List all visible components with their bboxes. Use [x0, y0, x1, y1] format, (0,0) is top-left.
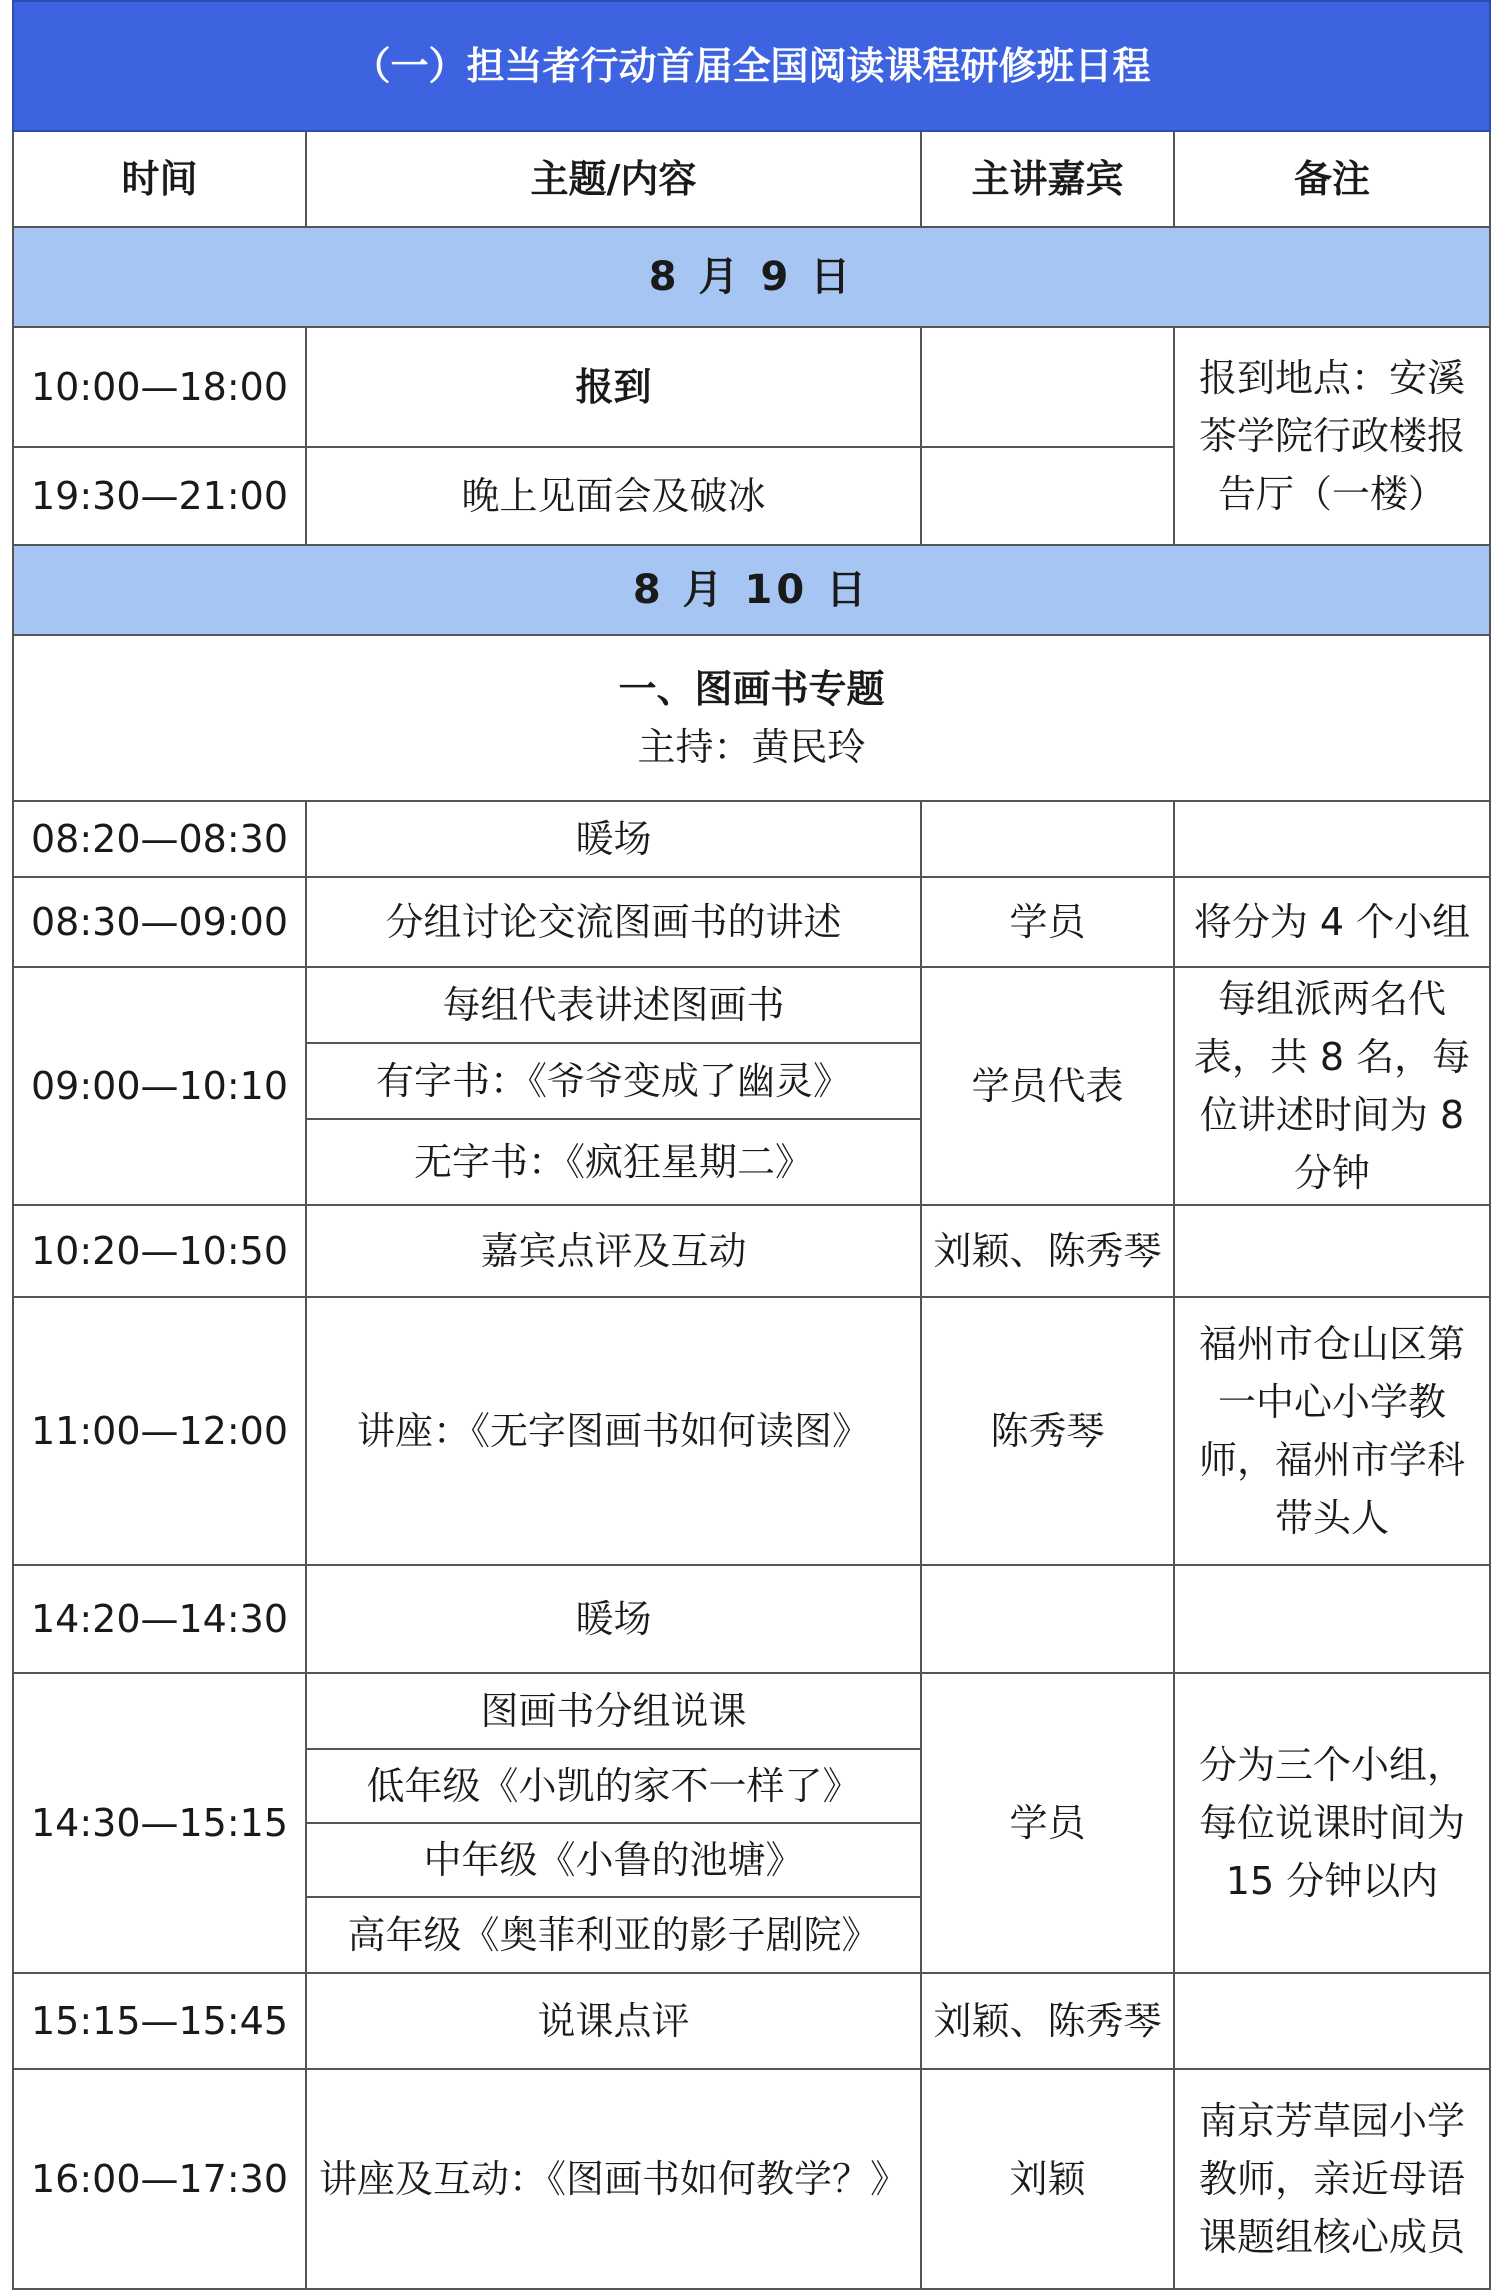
- row-note: 将分为 4 个小组: [1174, 877, 1490, 967]
- table-row: [13, 801, 1490, 877]
- row-speaker: 刘颖、陈秀琴: [921, 1205, 1174, 1297]
- row-time: 16:00—17:30: [13, 2069, 306, 2289]
- row-note: [1174, 1205, 1490, 1297]
- section-title: 一、图画书专题: [618, 667, 885, 711]
- row-time: 09:00—10:10: [13, 967, 306, 1205]
- header-time: 时间: [13, 131, 306, 227]
- row-speaker: 陈秀琴: [921, 1297, 1174, 1565]
- row-topic: 有字书：《爷爷变成了幽灵》: [306, 1043, 921, 1119]
- row-speaker: 刘颖: [921, 2069, 1174, 2289]
- row-topic: 高年级《奥菲利亚的影子剧院》: [306, 1897, 921, 1973]
- table-row: [13, 1565, 1490, 1673]
- day-date: 8 月 9 日: [13, 227, 1490, 327]
- row-note: 分为三个小组，每位说课时间为 15 分钟以内: [1174, 1673, 1490, 1973]
- day-row-2: [13, 545, 1490, 635]
- section-host: 主持：黄民玲: [637, 725, 866, 769]
- row-topic: 嘉宾点评及互动: [306, 1205, 921, 1297]
- row-topic: 图画书分组说课: [306, 1673, 921, 1749]
- row-note: [1174, 801, 1490, 877]
- table-row: [13, 1297, 1490, 1565]
- row-note: [1174, 1973, 1490, 2069]
- row-time: 08:30—09:00: [13, 877, 306, 967]
- row-note: 福州市仓山区第一中心小学教师，福州市学科带头人: [1174, 1297, 1490, 1565]
- row-speaker: [921, 801, 1174, 877]
- row-note: [1174, 1565, 1490, 1673]
- section-cell: [13, 635, 1490, 801]
- schedule-title: （一）担当者行动首届全国阅读课程研修班日程: [13, 1, 1490, 131]
- table-row: [13, 1673, 1490, 1749]
- row-topic: 说课点评: [306, 1973, 921, 2069]
- row-time: 11:00—12:00: [13, 1297, 306, 1565]
- row-time: 14:30—15:15: [13, 1673, 306, 1973]
- row-note: 报到地点：安溪茶学院行政楼报告厅（一楼）: [1174, 327, 1490, 545]
- row-speaker: [921, 447, 1174, 545]
- schedule-frame: [12, 0, 1489, 2290]
- header-row: [13, 131, 1490, 227]
- row-topic: 低年级《小凯的家不一样了》: [306, 1749, 921, 1823]
- row-topic: 无字书：《疯狂星期二》: [306, 1119, 921, 1205]
- row-note: 南京芳草园小学教师，亲近母语课题组核心成员: [1174, 2069, 1490, 2289]
- row-note: 每组派两名代表，共 8 名，每位讲述时间为 8 分钟: [1174, 967, 1490, 1205]
- schedule-table: [12, 0, 1491, 2290]
- table-row: [13, 327, 1490, 447]
- row-speaker: 学员: [921, 877, 1174, 967]
- section-row: [13, 635, 1490, 801]
- header-topic: 主题/内容: [306, 131, 921, 227]
- day-date: 8 月 10 日: [13, 545, 1490, 635]
- row-speaker: 刘颖、陈秀琴: [921, 1973, 1174, 2069]
- row-time: 19:30—21:00: [13, 447, 306, 545]
- row-speaker: 学员代表: [921, 967, 1174, 1205]
- row-topic: 讲座及互动：《图画书如何教学？》: [306, 2069, 921, 2289]
- row-topic: 每组代表讲述图画书: [306, 967, 921, 1043]
- row-topic: 报到: [306, 327, 921, 447]
- row-speaker: [921, 1565, 1174, 1673]
- table-row: [13, 1973, 1490, 2069]
- row-topic: 晚上见面会及破冰: [306, 447, 921, 545]
- row-topic: 分组讨论交流图画书的讲述: [306, 877, 921, 967]
- row-speaker: [921, 327, 1174, 447]
- table-row: [13, 1205, 1490, 1297]
- row-topic: 暖场: [306, 801, 921, 877]
- row-topic: 中年级《小鲁的池塘》: [306, 1823, 921, 1897]
- row-time: 15:15—15:45: [13, 1973, 306, 2069]
- row-time: 14:20—14:30: [13, 1565, 306, 1673]
- table-row: [13, 2069, 1490, 2289]
- header-speaker: 主讲嘉宾: [921, 131, 1174, 227]
- row-time: 08:20—08:30: [13, 801, 306, 877]
- row-topic: 暖场: [306, 1565, 921, 1673]
- title-row: [13, 1, 1490, 131]
- row-speaker: 学员: [921, 1673, 1174, 1973]
- row-time: 10:00—18:00: [13, 327, 306, 447]
- row-topic: 讲座：《无字图画书如何读图》: [306, 1297, 921, 1565]
- day-row-1: [13, 227, 1490, 327]
- header-note: 备注: [1174, 131, 1490, 227]
- row-time: 10:20—10:50: [13, 1205, 306, 1297]
- table-row: [13, 877, 1490, 967]
- table-row: [13, 967, 1490, 1043]
